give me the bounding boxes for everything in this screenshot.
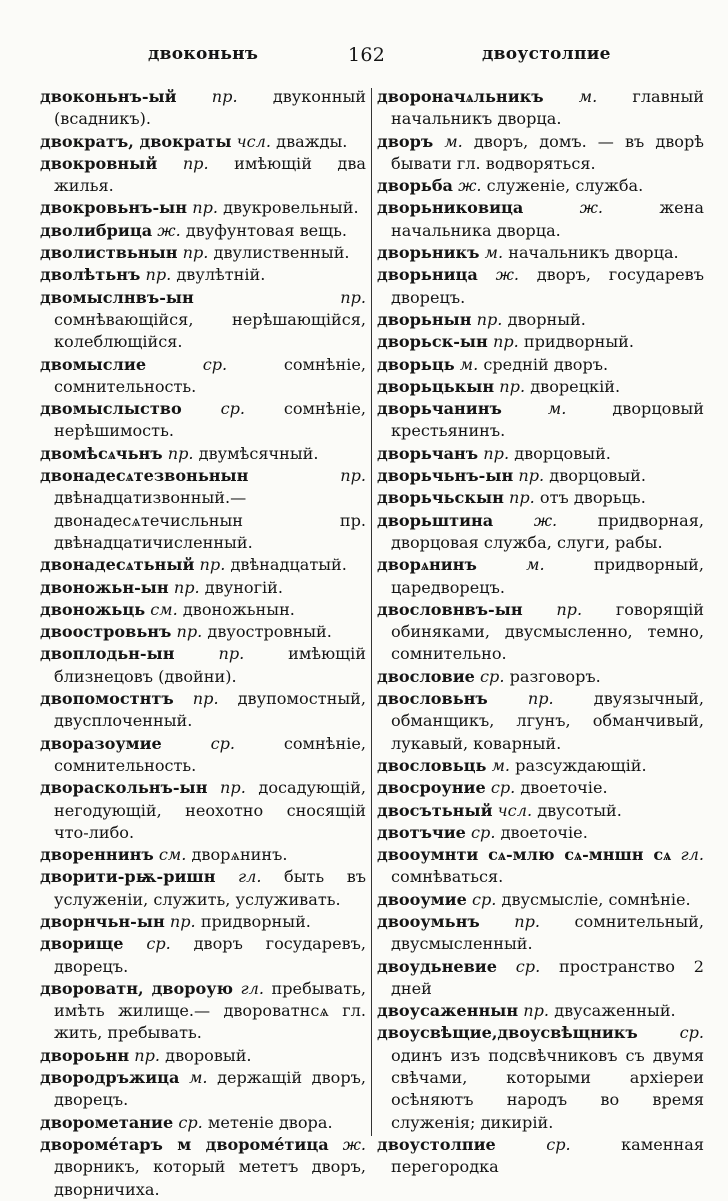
- entry-grammar: ср.: [480, 666, 505, 686]
- entry-grammar: см.: [158, 845, 187, 865]
- entry-definition: сомнѣвающійся, нерѣшающійся, колеблющійся.: [54, 309, 366, 352]
- entry-grammar: чсл.: [497, 800, 533, 820]
- entry-definition: двумѣсячный.: [198, 443, 319, 463]
- entry-headword: двомыслыство: [40, 399, 182, 419]
- entry-definition: двулѣтній.: [176, 265, 266, 285]
- entry-headword: дворище: [40, 934, 124, 954]
- entry-headword: двораскольнъ-ын: [40, 778, 208, 798]
- entry-grammar: ср.: [471, 889, 497, 909]
- entry-headword: двороватн, двороую: [40, 978, 234, 998]
- entry-grammar: пр.: [199, 555, 226, 575]
- dictionary-entry: [377, 554, 704, 599]
- entry-headword: двоножьн-ын: [40, 577, 169, 597]
- entry-definition: придворная, дворцовая служба, слуги, рабы.: [391, 510, 704, 552]
- entry-grammar: м.: [484, 243, 504, 263]
- dictionary-entry: [40, 733, 366, 778]
- entry-definition: двуостровный.: [207, 622, 332, 642]
- dictionary-entry: [40, 1045, 366, 1067]
- entry-grammar: ср.: [146, 934, 171, 954]
- entry-definition: быть въ услуженіи, служить, услуживать.: [54, 867, 366, 909]
- entry-headword: двороме́таръ м двороме́тица: [40, 1134, 329, 1154]
- entry-headword: дворьникъ: [377, 243, 480, 263]
- entry-headword: двонадесѧтьный: [40, 555, 195, 575]
- dictionary-entry: [377, 755, 704, 777]
- entry-definition: дворецкій.: [530, 376, 621, 396]
- entry-grammar: пр.: [483, 443, 510, 463]
- dictionary-entry: [377, 309, 704, 331]
- dictionary-entry: [377, 376, 704, 398]
- entry-grammar: ср.: [515, 956, 541, 976]
- entry-grammar: пр.: [556, 599, 583, 619]
- entry-grammar: ж.: [533, 510, 558, 530]
- entry-headword: двороьнн: [40, 1045, 130, 1065]
- entry-grammar: чсл.: [236, 131, 272, 151]
- entry-grammar: пр.: [523, 1001, 550, 1021]
- entry-headword: двосътьный: [377, 800, 493, 820]
- dictionary-entry: [377, 242, 704, 264]
- dictionary-entry: [40, 933, 366, 978]
- entry-definition: двоеточіе.: [500, 822, 588, 842]
- entry-definition: двуконный (всадникъ).: [54, 87, 366, 129]
- entry-headword: двореннинъ: [40, 845, 154, 865]
- entry-grammar: ж.: [342, 1134, 366, 1154]
- entry-definition: сомнѣніе, сомнительность.: [54, 354, 366, 396]
- entry-grammar: пр.: [176, 622, 203, 642]
- entry-headword: двонадесѧтезвоньнын: [40, 466, 249, 486]
- entry-headword: дворѧнинъ: [377, 555, 477, 575]
- dictionary-entry: [377, 666, 704, 688]
- entry-definition: сомнѣніе, сомнительность.: [54, 733, 366, 775]
- entry-definition: одинъ изъ подсвѣчниковъ съ двумя свѣчами, которыми архіереи осѣняютъ народъ во время служенія; дикирій.: [391, 1045, 704, 1132]
- entry-grammar: пр.: [527, 689, 554, 709]
- entry-headword: дворъ: [377, 131, 434, 151]
- entry-definition: дворцовый.: [549, 466, 647, 486]
- entry-definition: держащій дворъ, дворецъ.: [54, 1068, 366, 1110]
- entry-headword: дволибрица: [40, 220, 153, 240]
- entry-definition: придворный.: [200, 911, 311, 931]
- dictionary-entry: [40, 131, 366, 153]
- dictionary-entry: [40, 577, 366, 599]
- entry-definition: дворникъ, который мететъ дворъ, дворничиха.: [54, 1157, 366, 1199]
- entry-definition: разсуждающій.: [515, 755, 647, 775]
- entry-definition: двуфунтовая вещь.: [185, 220, 348, 240]
- entry-definition: сомнѣніе, нерѣшимость.: [54, 399, 366, 441]
- dictionary-entry: [377, 175, 704, 197]
- entry-headword: двословьць: [377, 755, 487, 775]
- entry-grammar: м.: [578, 87, 598, 106]
- dictionary-entry: [377, 443, 704, 465]
- entry-headword: дворометание: [40, 1112, 174, 1132]
- entry-grammar: м.: [459, 354, 479, 374]
- dictionary-entry: [40, 911, 366, 933]
- entry-headword: двословие: [377, 666, 475, 686]
- entry-definition: двусмысліе, сомнѣніе.: [501, 889, 691, 909]
- entry-headword: двоусаженнын: [377, 1001, 519, 1021]
- entry-headword: дворазоумие: [40, 733, 162, 753]
- dictionary-entry: [40, 599, 366, 621]
- entry-grammar: м.: [189, 1068, 208, 1088]
- entry-definition: разговоръ.: [509, 666, 601, 686]
- dictionary-entry: [40, 197, 366, 219]
- entry-definition: пребывать, имѣть жилище.— двороватнсѧ гл. жить, пребывать.: [54, 978, 367, 1043]
- dictionary-entry: [377, 599, 704, 666]
- dictionary-entry: [377, 354, 704, 376]
- entry-headword: дворьчанъ: [377, 443, 479, 463]
- dictionary-entry: [40, 242, 366, 264]
- entry-headword: двоудьневие: [377, 956, 497, 976]
- dictionary-entry: [40, 443, 366, 465]
- entry-grammar: пр.: [340, 466, 366, 486]
- entry-definition: двусаженный.: [554, 1001, 676, 1021]
- entry-headword: двокровьнъ-ын: [40, 198, 188, 218]
- entry-grammar: пр.: [220, 778, 246, 798]
- entry-definition: двуязычный, обманщикъ, лгунъ, обманчивый, лукавый, коварный.: [391, 689, 704, 753]
- dictionary-entry: [377, 1022, 704, 1133]
- entry-grammar: см.: [150, 599, 178, 619]
- entry-definition: двуногій.: [204, 577, 284, 597]
- dictionary-entry: [377, 398, 704, 443]
- entry-headword: дворьчанинъ: [377, 399, 502, 419]
- dictionary-entry: [377, 197, 704, 242]
- entry-headword: двоустолпие: [377, 1134, 496, 1154]
- entry-grammar: ср.: [178, 1112, 203, 1132]
- dictionary-entry: [40, 398, 366, 443]
- dictionary-entry: [377, 264, 704, 309]
- entry-definition: двупомостный, двусплоченный.: [54, 689, 366, 731]
- entry-grammar: гл.: [680, 845, 704, 865]
- entry-headword: двоножьць: [40, 599, 146, 619]
- dictionary-entry: [40, 86, 366, 131]
- dictionary-entry: [377, 1000, 704, 1022]
- entry-headword: двооумьнъ: [377, 911, 480, 931]
- entry-grammar: пр.: [340, 287, 366, 307]
- dictionary-entry: [377, 777, 704, 799]
- dictionary-entry: [377, 86, 704, 131]
- entry-definition: придворный, царедворецъ.: [391, 555, 704, 597]
- entry-definition: двулиственный.: [213, 243, 350, 263]
- entry-headword: двооумнти сѧ-млю сѧ-мншн сѧ: [377, 845, 672, 865]
- entry-definition: дворъ государевъ, дворецъ.: [54, 934, 367, 976]
- entry-grammar: ср.: [471, 822, 496, 842]
- entry-headword: дволиствьнын: [40, 243, 178, 263]
- entry-headword: двословьнъ: [377, 689, 488, 709]
- entry-headword: дворити-рѭ-ришн: [40, 867, 216, 887]
- entry-grammar: пр.: [192, 689, 219, 709]
- entry-definition: сомнѣваться.: [391, 867, 504, 887]
- entry-grammar: м.: [444, 131, 463, 151]
- entry-grammar: гл.: [238, 867, 262, 887]
- running-head: [40, 44, 702, 74]
- entry-headword: дволѣтьнъ: [40, 265, 141, 285]
- entry-definition: начальникъ дворца.: [508, 243, 679, 263]
- dictionary-entry: [40, 643, 366, 688]
- entry-headword: дворьць: [377, 354, 455, 374]
- entry-grammar: пр.: [173, 577, 200, 597]
- entry-definition: метеніе двора.: [207, 1112, 333, 1132]
- entry-grammar: ж.: [157, 220, 181, 240]
- dictionary-entry: [377, 131, 704, 176]
- entry-grammar: пр.: [167, 443, 194, 463]
- dictionary-entry: [377, 889, 704, 911]
- dictionary-entry: [40, 1067, 366, 1112]
- entry-headword: двороначѧльникъ: [377, 87, 544, 106]
- entry-definition: средній дворъ.: [483, 354, 609, 374]
- entry-grammar: ср.: [490, 778, 516, 798]
- entry-definition: придворный.: [523, 332, 634, 352]
- entry-headword: дворьчьнъ-ын: [377, 466, 514, 486]
- entry-definition: двоеточіе.: [520, 778, 608, 798]
- dictionary-entry: [377, 911, 704, 956]
- entry-definition: каменная перегородка: [391, 1134, 704, 1177]
- entry-grammar: пр.: [145, 265, 172, 285]
- dictionary-entry: [377, 688, 704, 755]
- entry-headword: дворьниковица: [377, 198, 524, 218]
- dictionary-entry: [40, 220, 366, 242]
- entry-grammar: пр.: [514, 911, 541, 931]
- entry-definition: дворцовый.: [514, 443, 611, 463]
- entry-definition: двѣнадцатизвонный.— двонадесѧтечисльнын пр. двѣнадцатичисленный.: [54, 488, 366, 552]
- entry-grammar: м.: [526, 555, 545, 575]
- entry-grammar: ж.: [458, 176, 482, 196]
- entry-definition: дворцовый крестьянинъ.: [391, 399, 704, 441]
- entry-grammar: м.: [547, 399, 567, 419]
- dictionary-entry: [377, 956, 704, 1001]
- dictionary-entry: [40, 621, 366, 643]
- entry-definition: сомнительный, двусмысленный.: [391, 911, 704, 954]
- dictionary-entry: [40, 1134, 366, 1201]
- entry-headword: дворьск-ын: [377, 332, 488, 352]
- right-column: [377, 86, 704, 1179]
- entry-headword: двооумие: [377, 889, 467, 909]
- entry-headword: двословнвъ-ын: [377, 599, 523, 619]
- entry-grammar: пр.: [508, 488, 535, 508]
- entry-definition: главный начальникъ дворца.: [391, 87, 704, 129]
- entry-grammar: пр.: [518, 466, 545, 486]
- entry-grammar: пр.: [182, 243, 209, 263]
- entry-headword: дворьцькын: [377, 376, 495, 396]
- entry-definition: досадующій, негодующій, неохотно сносящій что-либо.: [54, 778, 366, 842]
- entry-grammar: пр.: [182, 153, 209, 173]
- header-right-guideword: двоустолпие: [482, 44, 611, 64]
- entry-grammar: пр.: [218, 644, 245, 664]
- entry-grammar: ср.: [546, 1134, 571, 1154]
- dictionary-entry: [377, 510, 704, 555]
- dictionary-entry: [40, 1112, 366, 1134]
- dictionary-entry: [40, 465, 366, 554]
- dictionary-entry: [40, 688, 366, 733]
- dictionary-entry: [40, 354, 366, 399]
- entry-headword: дворьштина: [377, 510, 494, 530]
- header-left-guideword: двоконьнъ: [148, 44, 259, 64]
- entry-definition: дворъ, государевъ дворецъ.: [391, 265, 704, 307]
- entry-definition: служеніе, служба.: [486, 176, 644, 196]
- page-number: 162: [348, 44, 386, 66]
- entry-headword: двомыслнвъ-ын: [40, 287, 194, 307]
- dictionary-entry: [40, 978, 366, 1045]
- entry-headword: двопомостнтъ: [40, 689, 174, 709]
- entry-grammar: м.: [491, 755, 511, 775]
- dictionary-entry: [40, 264, 366, 286]
- dictionary-entry: [40, 287, 366, 354]
- entry-definition: двѣнадцатый.: [230, 555, 347, 575]
- entry-grammar: пр.: [192, 198, 218, 218]
- entry-definition: дворный.: [507, 309, 586, 329]
- column-divider: [371, 88, 372, 1136]
- dictionary-entry: [377, 465, 704, 487]
- entry-headword: двотъчие: [377, 822, 466, 842]
- entry-grammar: пр.: [211, 87, 238, 106]
- entry-headword: дворьчьскын: [377, 488, 504, 508]
- dictionary-entry: [40, 153, 366, 198]
- entry-headword: двосроуние: [377, 778, 486, 798]
- entry-headword: двоконьнъ-ый: [40, 87, 177, 106]
- dictionary-entry: [377, 800, 704, 822]
- entry-grammar: пр.: [492, 332, 519, 352]
- entry-definition: отъ дворьць.: [539, 488, 646, 508]
- entry-definition: двукровельный.: [223, 198, 359, 218]
- entry-headword: двоостровьнъ: [40, 622, 172, 642]
- entry-definition: пространство 2 дней: [391, 956, 705, 998]
- entry-grammar: пр.: [169, 911, 196, 931]
- entry-headword: двоплодьн-ын: [40, 644, 175, 664]
- entry-grammar: ср.: [210, 733, 236, 753]
- entry-headword: дворьница: [377, 265, 478, 285]
- dictionary-entry: [40, 554, 366, 576]
- dictionary-entry: [377, 487, 704, 509]
- entry-definition: дважды.: [276, 131, 348, 151]
- entry-grammar: ж.: [495, 265, 519, 285]
- dictionary-entry: [377, 331, 704, 353]
- entry-headword: дворьба: [377, 176, 453, 196]
- dictionary-entry: [377, 844, 704, 889]
- entry-headword: двомыслие: [40, 354, 147, 374]
- entry-grammar: пр.: [134, 1045, 161, 1065]
- entry-grammar: ж.: [579, 198, 604, 218]
- dictionary-entry: [377, 822, 704, 844]
- entry-grammar: ср.: [679, 1023, 704, 1043]
- entry-definition: имѣющій близнецовъ (двойни).: [54, 644, 366, 686]
- entry-headword: двокровный: [40, 153, 158, 173]
- entry-definition: говорящій обиняками, двусмысленно, темно, сомнительно.: [391, 599, 704, 664]
- entry-headword: дворьнын: [377, 309, 472, 329]
- dictionary-entry: [40, 844, 366, 866]
- entry-definition: двоножьнын.: [182, 599, 295, 619]
- entry-headword: дворнчьн-ын: [40, 911, 165, 931]
- entry-definition: двусотый.: [537, 800, 622, 820]
- entry-definition: жена начальника дворца.: [391, 198, 704, 240]
- entry-grammar: гл.: [240, 978, 265, 998]
- entry-definition: дворѧнинъ.: [191, 845, 288, 865]
- dictionary-entry: [377, 1134, 704, 1179]
- entry-headword: двородръжица: [40, 1068, 180, 1088]
- entry-grammar: пр.: [499, 376, 526, 396]
- entry-definition: имѣющій два жилья.: [54, 153, 366, 196]
- entry-headword: двомѣсѧчьнъ: [40, 443, 163, 463]
- left-column: [40, 86, 366, 1201]
- entry-grammar: ср.: [220, 399, 245, 419]
- entry-headword: двократъ, двократы: [40, 131, 232, 151]
- entry-definition: дворъ, домъ. — въ дворѣ бывати гл. водворяться.: [391, 131, 704, 173]
- entry-definition: дворовый.: [165, 1045, 252, 1065]
- entry-grammar: ср.: [202, 354, 228, 374]
- dictionary-entry: [40, 866, 366, 911]
- dictionary-entry: [40, 777, 366, 844]
- entry-grammar: пр.: [476, 309, 503, 329]
- entry-headword: двоусвѣщие,двоусвѣщникъ: [377, 1023, 638, 1043]
